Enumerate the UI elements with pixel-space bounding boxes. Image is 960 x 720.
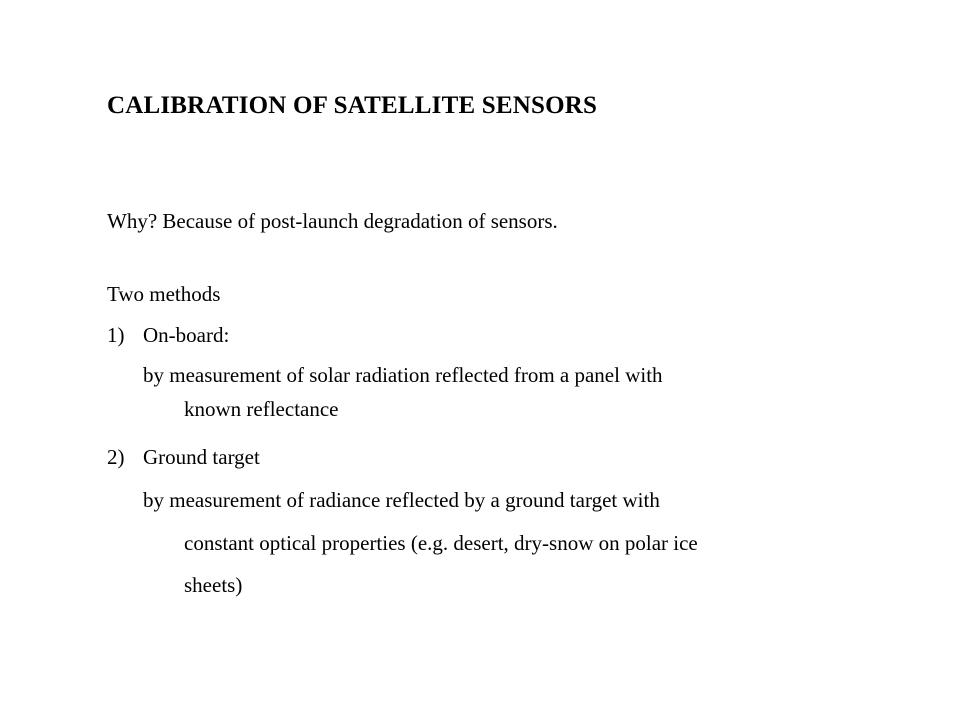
method-2-heading (107, 445, 260, 470)
methods-heading: Two methods (107, 282, 221, 306)
method-1-heading (107, 323, 229, 348)
method-1-description-line-1: by measurement of solar radiation reflected from a panel with (143, 363, 663, 387)
method-2-number: 2) (107, 445, 125, 469)
method-1-number: 1) (107, 323, 125, 347)
method-1-name: On-board: (143, 323, 230, 347)
slide-title: CALIBRATION OF SATELLITE SENSORS (107, 92, 598, 119)
method-1-description-line-2: known reflectance (184, 397, 339, 421)
method-2-description-line-3: sheets) (184, 573, 243, 597)
method-2-name: Ground target (143, 445, 260, 469)
method-2-description-line-1: by measurement of radiance reflected by a ground target with (143, 488, 660, 512)
why-statement: Why? Because of post-launch degradation of sensors. (107, 209, 558, 233)
method-2-description-line-2: constant optical properties (e.g. desert, dry-snow on polar ice (184, 531, 698, 555)
